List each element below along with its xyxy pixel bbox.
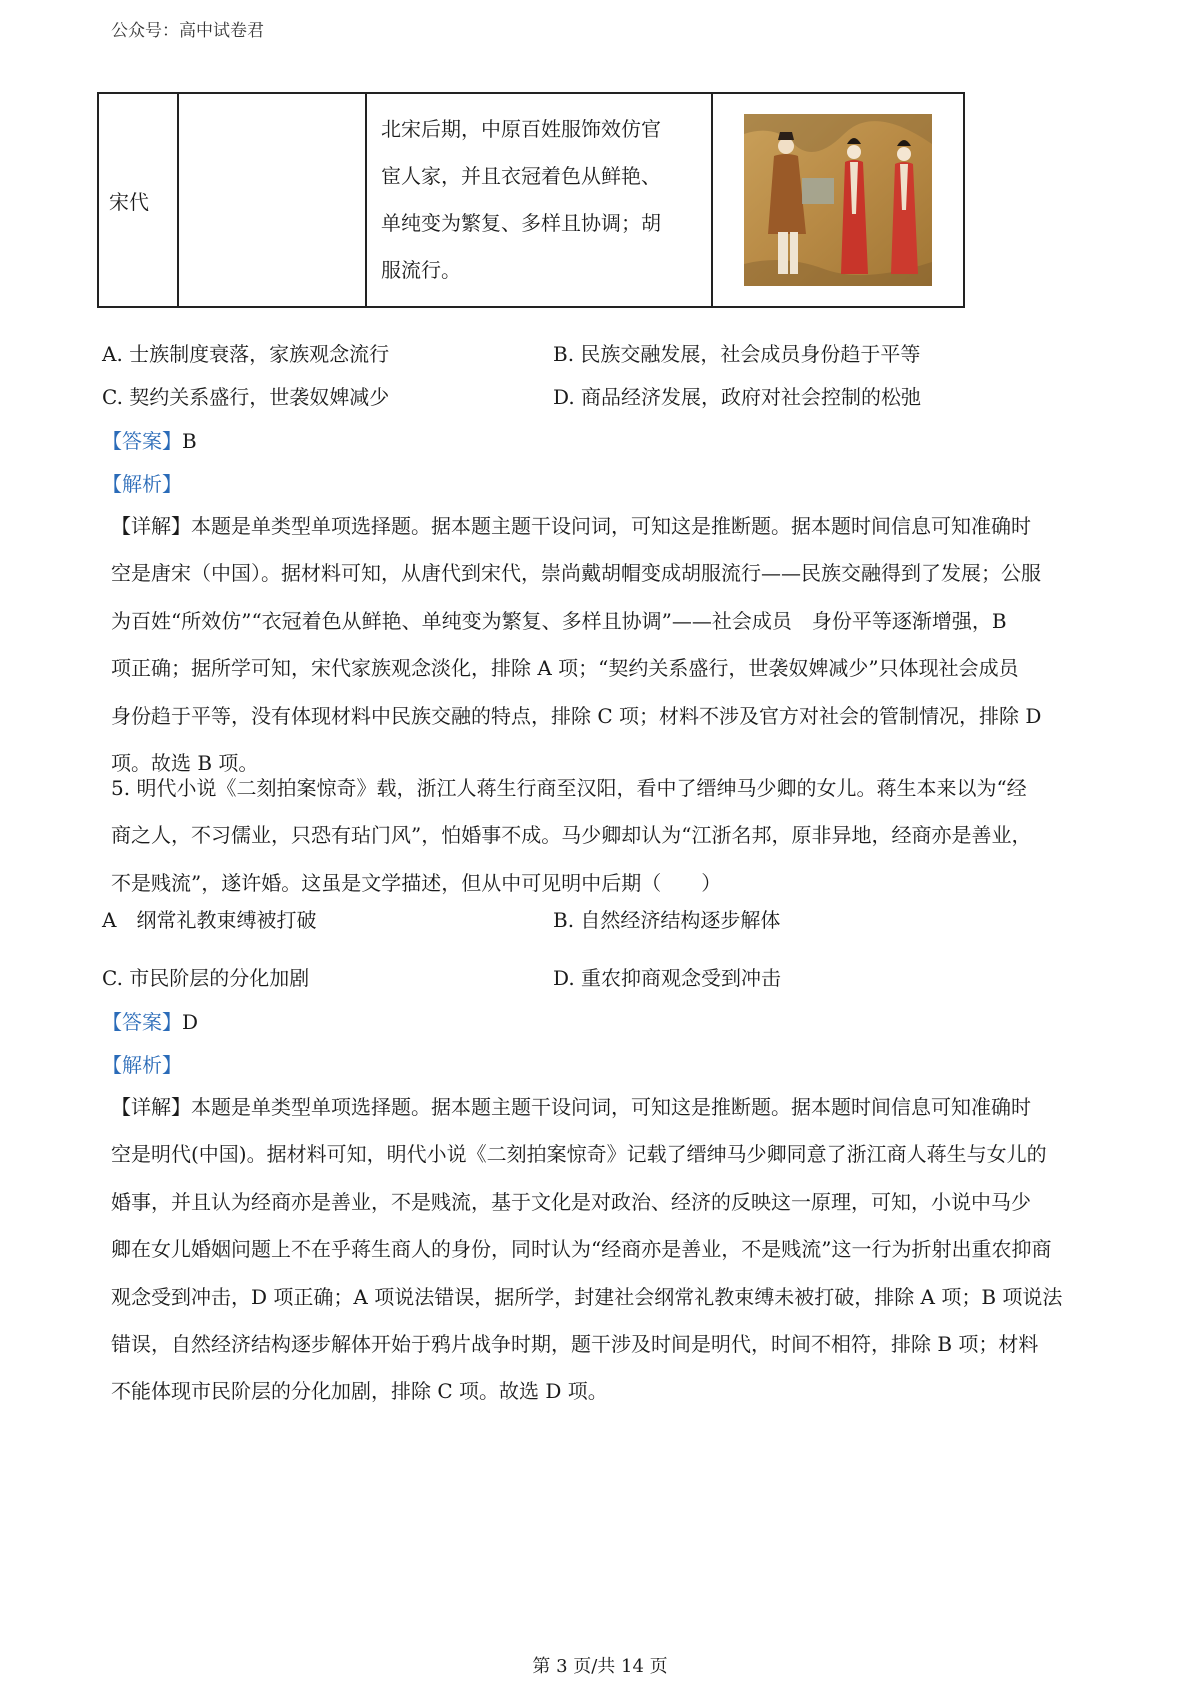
q4-option-d: D. 商品经济发展，政府对社会控制的松弛 <box>553 385 922 409</box>
desc-line: 单纯变为繁复、多样且协调；胡 <box>381 211 661 235</box>
q4-detail <box>111 503 1101 787</box>
q5-analysis-tag: 【解析】 <box>102 1053 182 1077</box>
detail-line: 项。故选 B 项。 <box>111 751 259 776</box>
q4-option-c: C. 契约关系盛行，世袭奴婢减少 <box>102 385 390 409</box>
desc-line: 服流行。 <box>381 258 461 282</box>
history-table <box>97 92 965 308</box>
q5-option-b: B. 自然经济结构逐步解体 <box>553 908 781 932</box>
q4-answer <box>102 425 197 454</box>
page-footer: 第 3 页/共 14 页 <box>532 1656 668 1677</box>
desc-line: 宦人家，并且衣冠着色从鲜艳、 <box>381 164 661 188</box>
detail-line: 为百姓“所效仿”“衣冠着色从鲜艳、单纯变为繁复、多样且协调”——社会成员 身份平等逐渐增强，B <box>111 608 1007 633</box>
detail-line: 观念受到冲击，D 项正确；A 项说法错误，据所学，封建社会纲常礼教束缚未被打破，排除 A 项；B 项说法 <box>111 1284 1063 1309</box>
q5-option-d: D. 重农抑商观念受到冲击 <box>553 966 782 990</box>
q5-detail <box>111 1084 1101 1416</box>
stem-line: 5. 明代小说《二刻拍案惊奇》载，浙江人蒋生行商至汉阳，看中了缙绅马少卿的女儿。蒋生本来以为“经 <box>111 776 1027 800</box>
answer-value: D <box>182 1010 199 1034</box>
table-row <box>98 93 964 307</box>
answer-tag: 【答案】 <box>102 1010 182 1034</box>
page-header: 公众号：高中试卷君 <box>111 21 264 41</box>
q5-option-a: A 纲常礼教束缚被打破 <box>102 908 317 932</box>
q4-analysis-tag: 【解析】 <box>102 472 182 496</box>
q5-option-c: C. 市民阶层的分化加剧 <box>102 966 310 990</box>
answer-tag: 【答案】 <box>102 429 182 453</box>
image-cell <box>712 93 964 307</box>
q4-option-a: A. 士族制度衰落，家族观念流行 <box>102 342 390 366</box>
detail-line: 空是唐宋（中国）。据材料可知，从唐代到宋代，崇尚戴胡帽变成胡服流行——民族交融得到了发展；公服 <box>111 561 1041 586</box>
detail-line: 卿在女儿婚姻问题上不在乎蒋生商人的身份，同时认为“经商亦是善业，不是贱流”这一行为折射出重农抑商 <box>111 1237 1052 1262</box>
empty-cell <box>178 93 366 307</box>
q5-stem <box>111 765 1101 907</box>
detail-line: 【详解】本题是单类型单项选择题。据本题主题干设问词，可知这是推断题。据本题时间信息可知准确时 <box>111 1095 1031 1119</box>
q4-option-b: B. 民族交融发展，社会成员身份趋于平等 <box>553 342 921 366</box>
q5-answer <box>102 1006 198 1035</box>
desc-line: 北宋后期，中原百姓服饰效仿官 <box>381 117 661 141</box>
detail-line: 项正确；据所学可知，宋代家族观念淡化，排除 A 项；“契约关系盛行，世袭奴婢减少”只体现社会成员 <box>111 656 1019 681</box>
song-dynasty-painting-image <box>744 114 932 286</box>
detail-line: 身份趋于平等，没有体现材料中民族交融的特点，排除 C 项；材料不涉及官方对社会的管制情况，排除 D <box>111 703 1042 728</box>
detail-line: 婚事，并且认为经商亦是善业，不是贱流，基于文化是对政治、经济的反映这一原理，可知，小说中马少 <box>111 1189 1031 1214</box>
detail-line: 错误，自然经济结构逐步解体开始于鸦片战争时期，题干涉及时间是明代，时间不相符，排除 B 项；材料 <box>111 1332 1039 1357</box>
answer-value: B <box>182 429 197 453</box>
dynasty-cell: 宋代 <box>98 93 178 307</box>
detail-line: 不能体现市民阶层的分化加剧，排除 C 项。故选 D 项。 <box>111 1379 608 1404</box>
description-cell <box>366 93 712 307</box>
stem-line: 商之人，不习儒业，只恐有玷门风”，怕婚事不成。马少卿却认为“江浙名邦，原非异地，经商亦是善业， <box>111 823 1032 848</box>
stem-line: 不是贱流”，遂许婚。这虽是文学描述，但从中可见明中后期（ ） <box>111 870 722 895</box>
detail-line: 空是明代(中国)。据材料可知，明代小说《二刻拍案惊奇》记载了缙绅马少卿同意了浙江商人蒋生与女儿的 <box>111 1142 1047 1167</box>
detail-line: 【详解】本题是单类型单项选择题。据本题主题干设问词，可知这是推断题。据本题时间信息可知准确时 <box>111 514 1031 538</box>
